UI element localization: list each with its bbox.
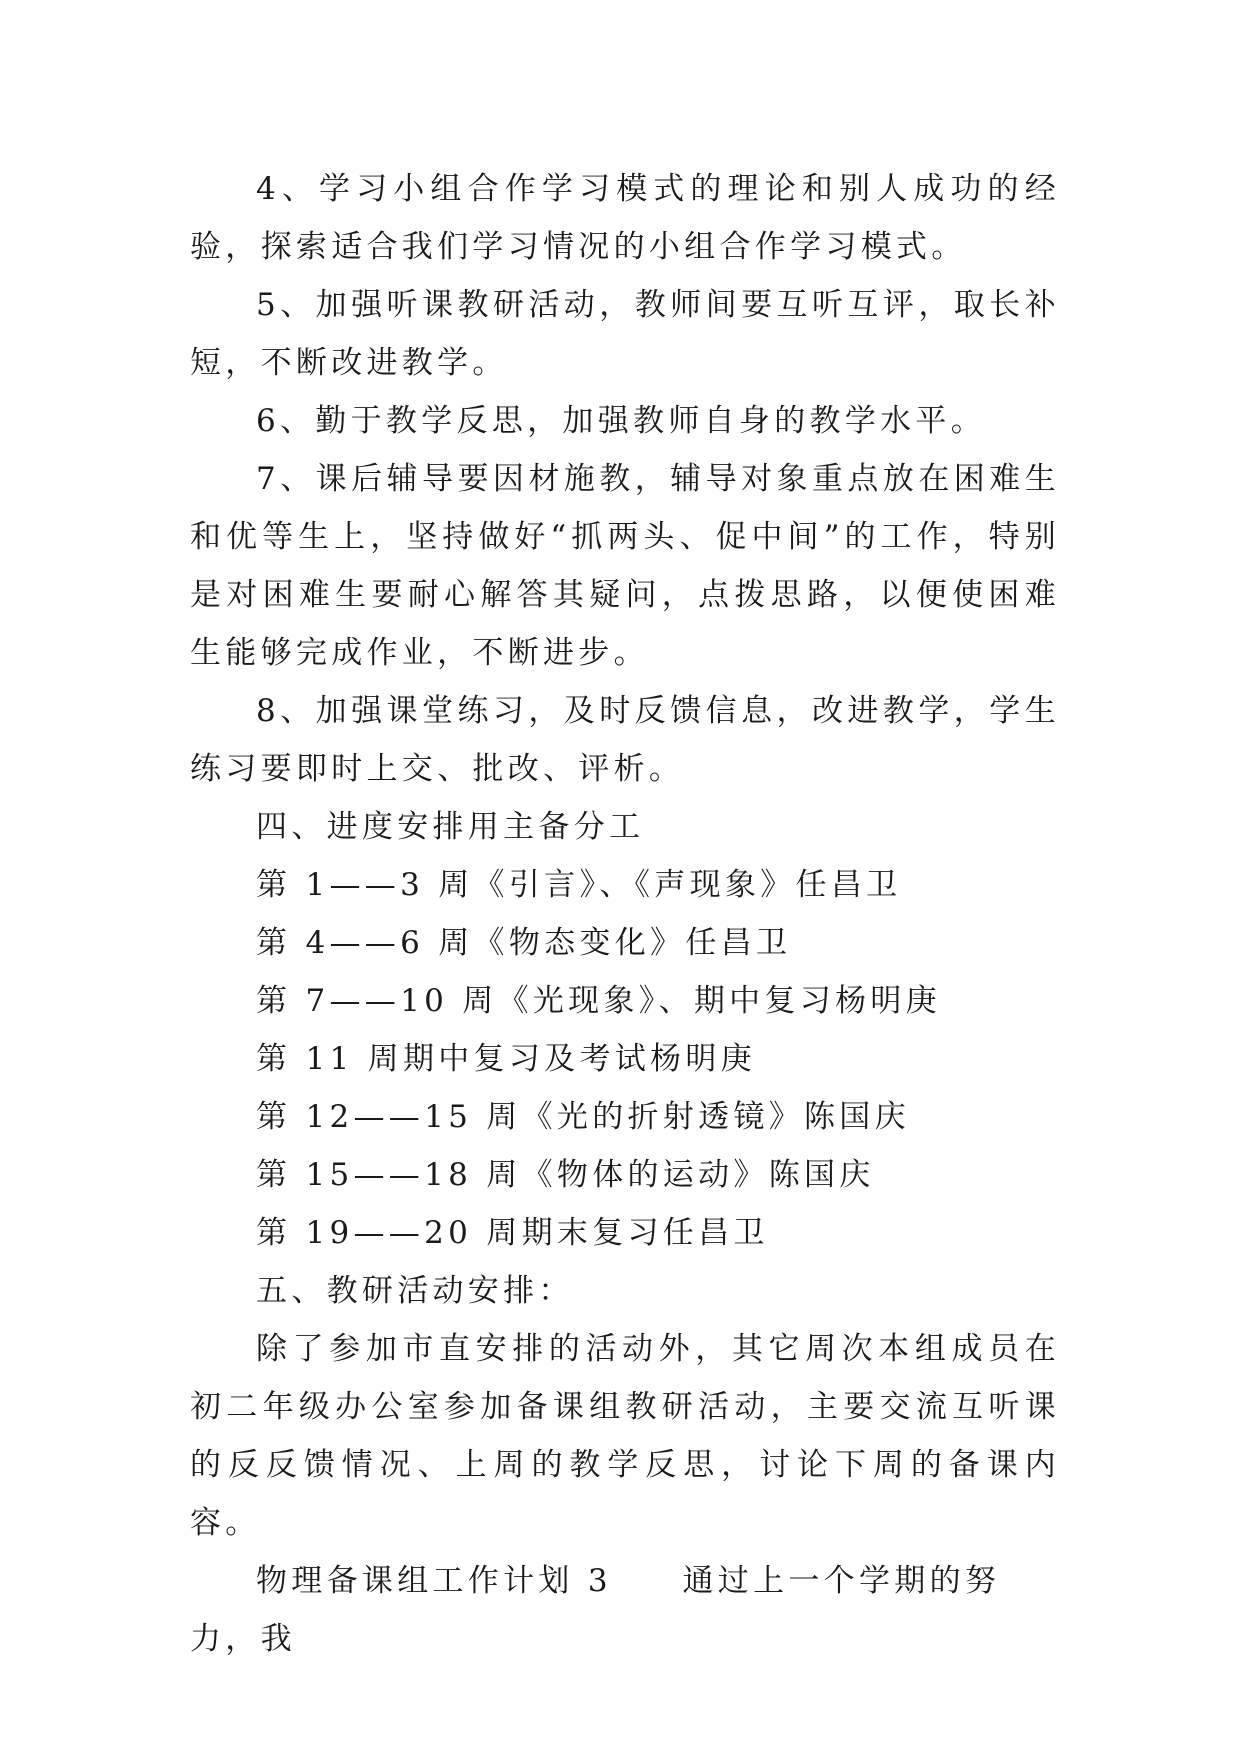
paragraph-item-4: 4、学习小组合作学习模式的理论和别人成功的经验，探索适合我们学习情况的小组合作学习模式。	[190, 171, 1060, 265]
schedule-line: 第 4——6 周《物态变化》任昌卫	[256, 925, 792, 961]
paragraph-item-8: 8、加强课堂练习，及时反馈信息，改进教学，学生练习要即时上交、批改、评析。	[190, 693, 1060, 787]
section-heading-activities: 五、教研活动安排：	[256, 1273, 574, 1309]
schedule-line: 第 15——18 周《物体的运动》陈国庆	[256, 1157, 875, 1193]
paragraph-item-5: 5、加强听课教研活动，教师间要互听互评，取长补短，不断改进教学。	[190, 287, 1060, 381]
section-heading-schedule: 四、进度安排用主备分工	[256, 809, 645, 845]
plan-title-line: 物理备课组工作计划 3 通过上一个学期的努力，我	[190, 1563, 1001, 1657]
schedule-line: 第 7——10 周《光现象》、期中复习杨明庚	[256, 983, 941, 1019]
activities-paragraph: 除了参加市直安排的活动外，其它周次本组成员在初二年级办公室参加备课组教研活动，主要交流互听课的反反馈情况、上周的教学反思，讨论下周的备课内容。	[190, 1331, 1060, 1541]
paragraph-item-7: 7、课后辅导要因材施教，辅导对象重点放在困难生和优等生上，坚持做好“抓两头、促中间”的工作，特别是对困难生要耐心解答其疑问，点拨思路，以便使困难生能够完成作业，不断进步。	[190, 461, 1060, 671]
schedule-line: 第 19——20 周期末复习任昌卫	[256, 1215, 769, 1251]
paragraph-item-6: 6、勤于教学反思，加强教师自身的教学水平。	[256, 403, 987, 439]
schedule-line: 第 1——3 周《引言》、《声现象》任昌卫	[256, 867, 902, 903]
schedule-line: 第 11 周期中复习及考试杨明庚	[256, 1041, 756, 1077]
schedule-line: 第 12——15 周《光的折射透镜》陈国庆	[256, 1099, 910, 1135]
document-body	[190, 160, 1060, 1668]
